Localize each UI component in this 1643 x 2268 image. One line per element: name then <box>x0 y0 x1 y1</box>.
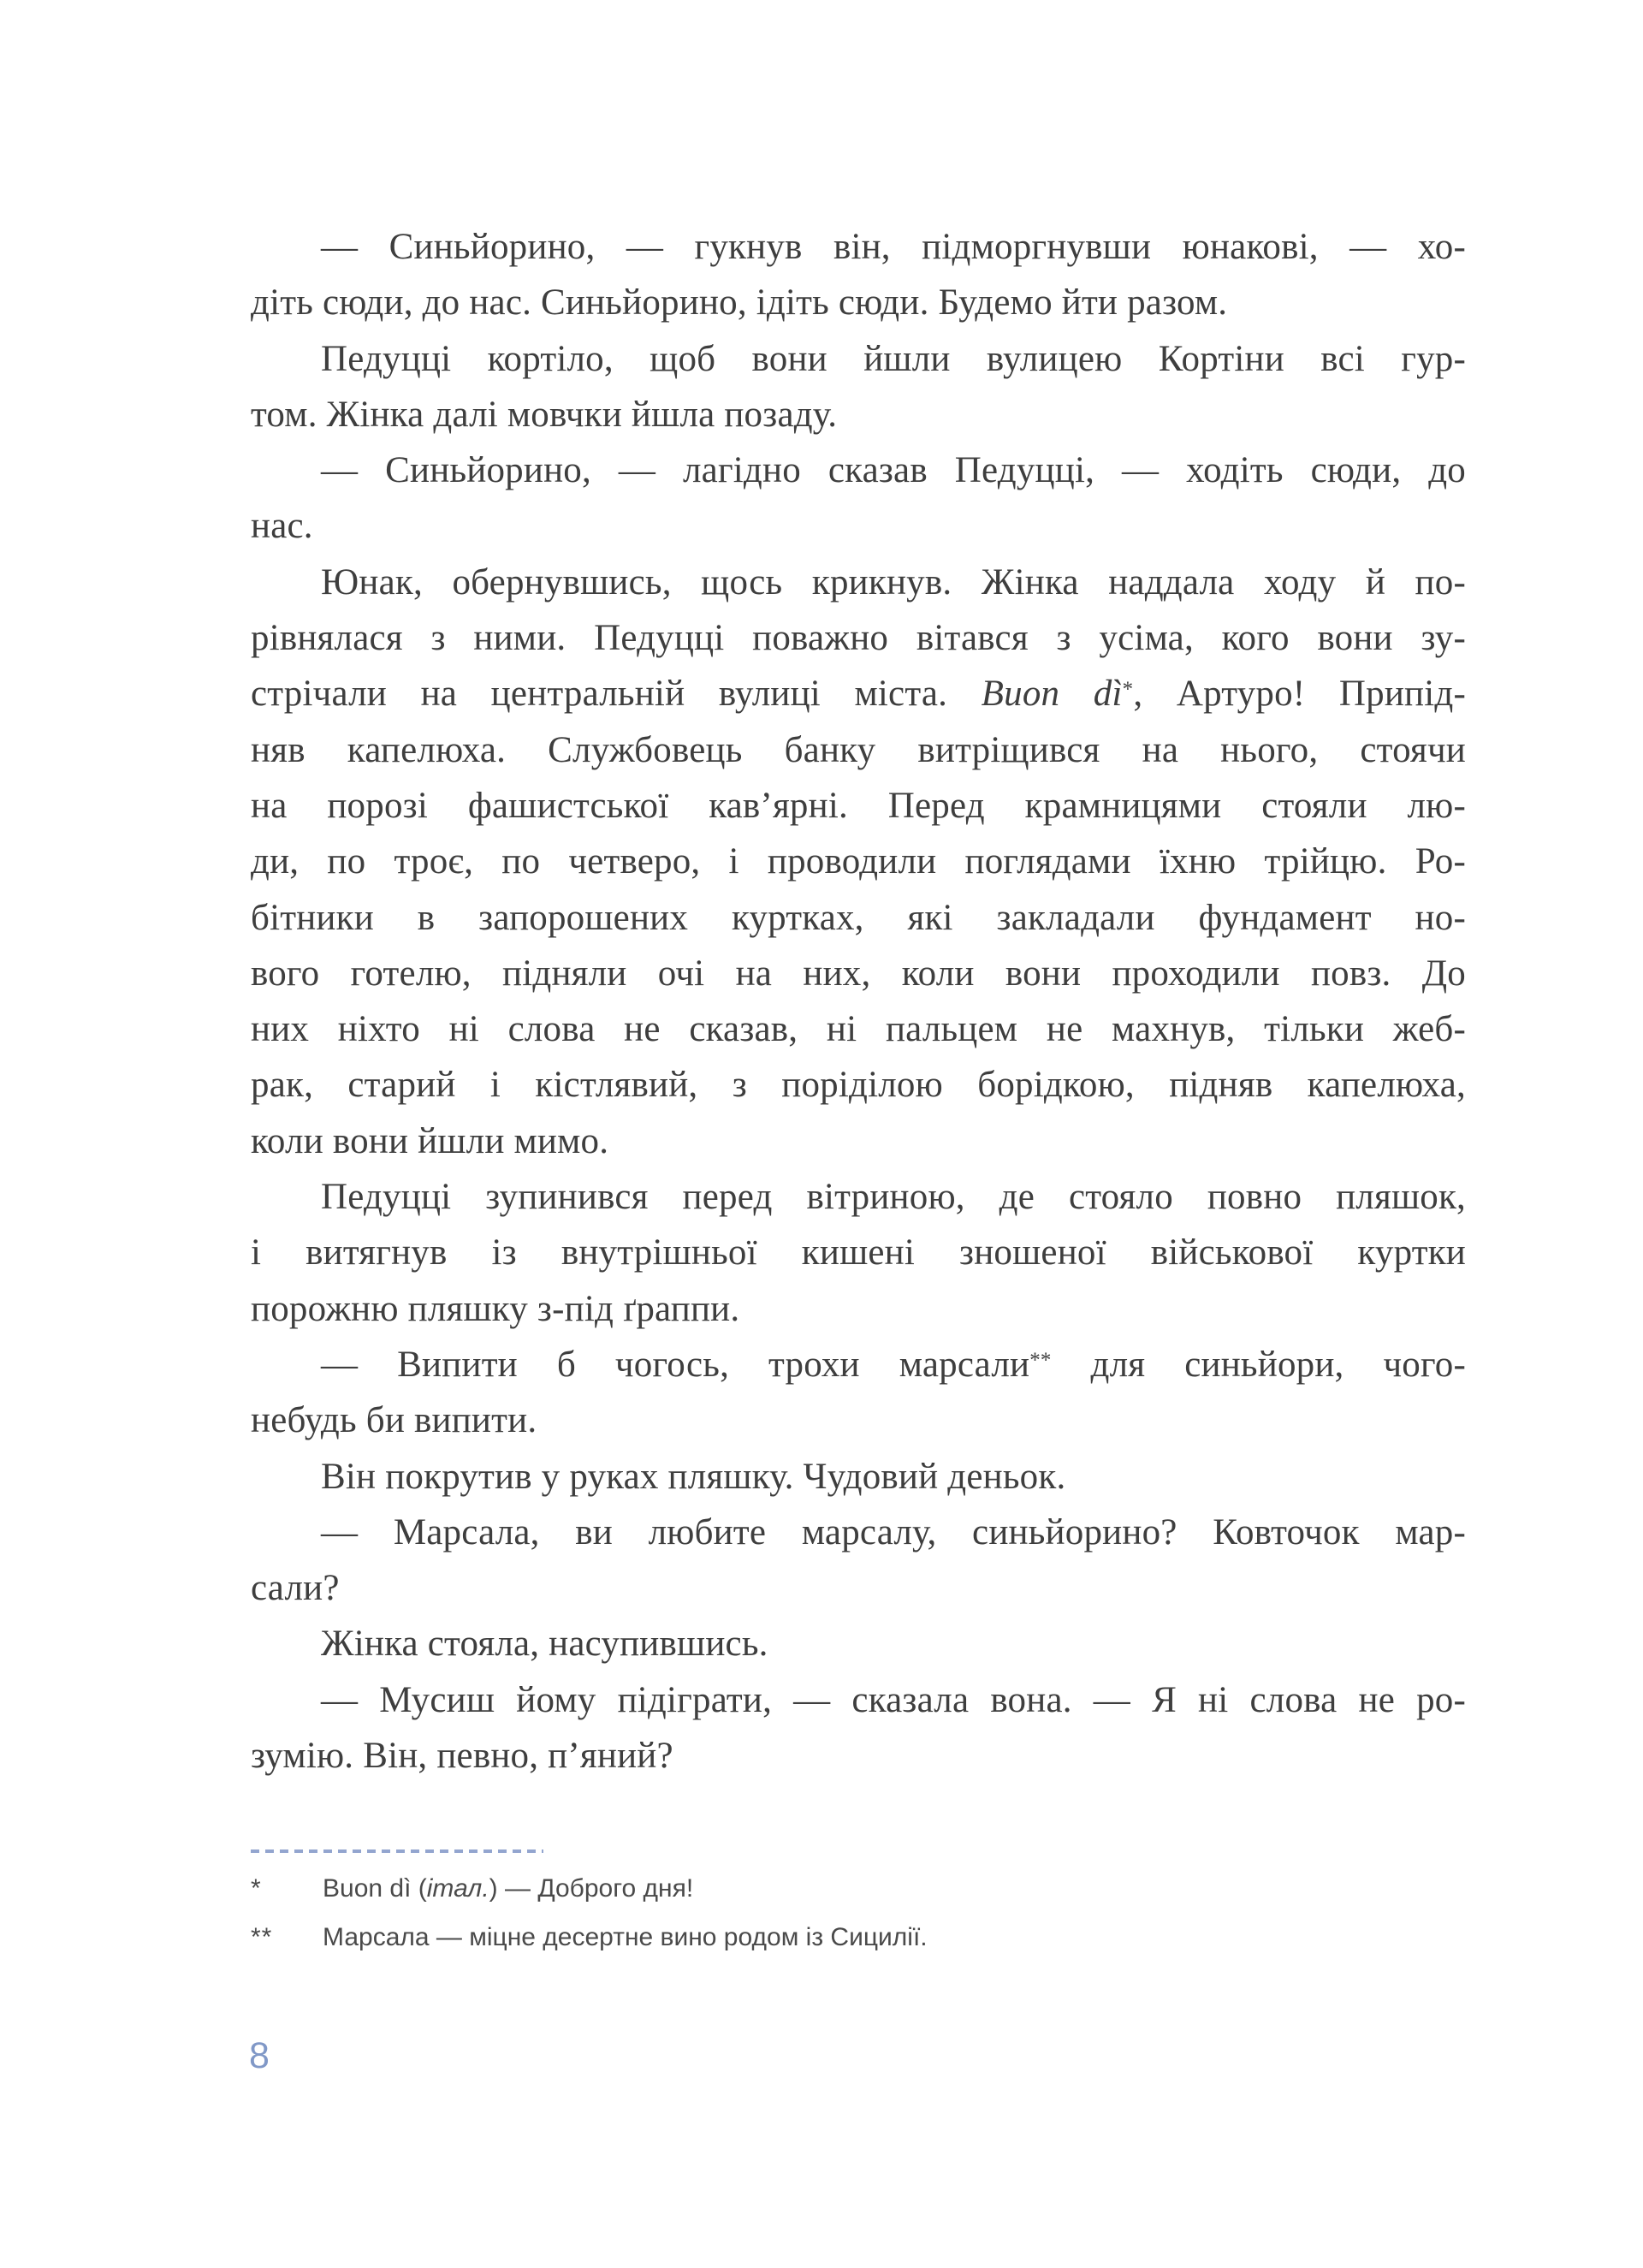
body-line: — Мусиш йому підіграти, — сказала вона. — Я ні слова не ро- <box>321 1679 1466 1720</box>
body-line: — Марсала, ви любите марсалу, синьйорино? Ковточок мар- <box>321 1511 1466 1553</box>
text-segment: , Артуро! Припід- <box>1133 674 1466 715</box>
footnotes <box>251 1871 1466 1968</box>
body-line: на порозі фашистської кав’ярні. Перед крамницями стояли лю- <box>251 785 1466 826</box>
body-line: сали? <box>251 1568 340 1609</box>
body-line: Педуцці зупинився перед вітриною, де стояло повно пляшок, <box>321 1177 1466 1218</box>
body-line: Жінка стояла, насупившись. <box>321 1624 768 1665</box>
body-line: і витягнув із внутрішньої кишені зношеної військової куртки <box>251 1232 1466 1274</box>
body-line: Педуцці кортіло, щоб вони йшли вулицею Кортіни всі гур- <box>321 338 1466 379</box>
footnote-reference-mark: * <box>1122 678 1134 702</box>
footnote-marker: * <box>251 1874 262 1903</box>
body-text <box>251 219 1466 1784</box>
text-segment: Марсала — міцне десертне вино родом із Сицилії. <box>323 1923 928 1951</box>
italic-text-segment: італ. <box>426 1874 489 1903</box>
body-line: — Синьйорино, — лагідно сказав Педуцці, — ходіть сюди, до <box>321 450 1466 491</box>
body-line: — Синьйорино, — гукнув він, підморгнувши юнакові, — хо- <box>321 227 1466 267</box>
body-line: рак, старий і кістлявий, з поріділою борідкою, підняв капелюха, <box>251 1065 1466 1106</box>
body-line: коли вони йшли мимо. <box>251 1120 609 1161</box>
body-line: рівнялася з ними. Педуцці поважно вітався з усіма, кого вони зу- <box>251 618 1466 659</box>
text-segment: стрічали на центральній вулиці міста. <box>251 674 982 715</box>
footnote-item <box>251 1920 1466 1955</box>
body-line: том. Жінка далі мовчки йшла позаду. <box>251 394 838 435</box>
body-line: зумію. Він, певно, п’яний? <box>251 1736 673 1777</box>
body-line: няв капелюха. Службовець банку витріщився на нього, стоячи <box>251 729 1466 770</box>
body-line: нас. <box>251 506 313 547</box>
italic-text-segment: Buon dì <box>981 674 1123 715</box>
body-line: Юнак, обернувшись, щось крикнув. Жінка наддала ходу й по- <box>321 561 1466 603</box>
footnote-text <box>323 1920 1466 1955</box>
footnote-text <box>323 1871 1466 1906</box>
body-line <box>251 1337 1466 1392</box>
text-segment: для синьйори, чого- <box>1051 1344 1466 1385</box>
body-line <box>251 666 1466 721</box>
footnote-reference-mark: ** <box>1029 1348 1052 1372</box>
body-line: Він покрутив у руках пляшку. Чудовий деньок. <box>321 1456 1066 1497</box>
text-segment: — Випити б чогось, трохи марсали <box>321 1344 1030 1385</box>
body-line: небудь би випити. <box>251 1400 537 1441</box>
body-line: ди, по троє, по четверо, і проводили поглядами їхню трійцю. Ро- <box>251 841 1466 882</box>
body-line: діть сюди, до нас. Синьйорино, ідіть сюди. Будемо йти разом. <box>251 282 1228 324</box>
body-line: них ніхто ні слова не сказав, ні пальцем не махнув, тільки жеб- <box>251 1009 1466 1050</box>
page-number: 8 <box>249 2035 270 2076</box>
text-segment: ) — Доброго дня! <box>489 1874 694 1903</box>
footnote-separator <box>251 1849 543 1853</box>
body-line: порожню пляшку з-під ґраппи. <box>251 1288 740 1329</box>
footnote-marker: ** <box>251 1923 273 1951</box>
body-line: вого готелю, підняли очі на них, коли вони проходили повз. До <box>251 953 1466 994</box>
footnote-item <box>251 1871 1466 1906</box>
text-segment: Buon dì ( <box>323 1874 427 1903</box>
body-line: бітники в запорошених куртках, які закладали фундамент но- <box>251 897 1466 938</box>
